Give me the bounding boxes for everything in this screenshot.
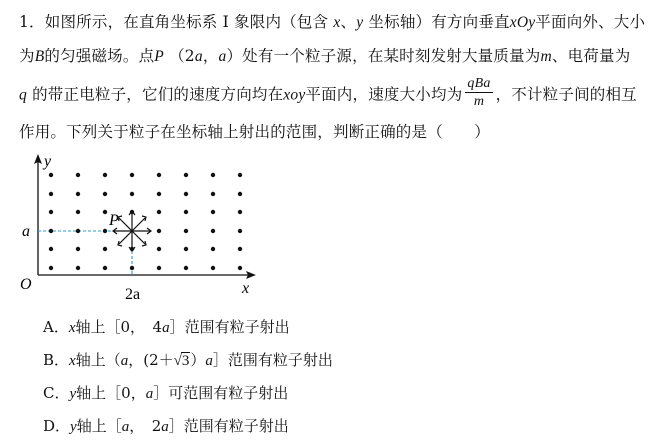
question-number: 1． [19, 13, 45, 31]
var-xoy: xoy [283, 86, 306, 104]
fraction-denominator: m [473, 94, 485, 109]
question-text: 作用。下列关于粒子在坐标轴上射出的范围，判断正确的是（ ） [19, 123, 491, 141]
option-text: 轴上（ [75, 351, 121, 369]
origin-label: O [20, 276, 32, 293]
option-letter: B． [43, 351, 70, 369]
question-line-2 [19, 44, 630, 66]
field-dot [184, 192, 188, 196]
question-text: 坐标轴）有方向垂直 [368, 13, 510, 31]
point-p-label: P [109, 212, 119, 229]
option-d[interactable] [43, 415, 289, 436]
field-dot [130, 192, 134, 196]
option-var: a [161, 419, 169, 435]
sqrt-value: 3 [181, 353, 190, 369]
field-dot [103, 210, 107, 214]
question-text: 、 [340, 13, 357, 31]
option-text: ］范围有粒子射出 [212, 351, 333, 369]
option-axis: x [69, 353, 76, 369]
option-var: a [121, 419, 130, 435]
field-dot [76, 173, 80, 177]
option-var: a [205, 353, 213, 369]
field-dot [211, 210, 215, 214]
field-dot [49, 210, 53, 214]
option-text: 轴上［0， 4 [75, 318, 163, 336]
field-dot [130, 266, 134, 270]
question-text: ）处有一个粒子源，在某时刻发射大量质量为 [226, 47, 541, 65]
option-var: a [162, 320, 170, 336]
field-dot [238, 247, 242, 251]
question-text: （2 [169, 47, 195, 65]
question-text: 、电荷量为 [551, 47, 631, 65]
var-q: q [19, 86, 27, 104]
field-dot [157, 210, 161, 214]
field-dot [103, 229, 107, 233]
question-text: 平面内，速度大小均为 [305, 85, 463, 104]
magnetic-field-dots [49, 173, 242, 270]
question-line-4 [19, 120, 490, 142]
field-dot [49, 229, 53, 233]
field-dot [211, 247, 215, 251]
field-dot [76, 266, 80, 270]
option-a[interactable] [43, 316, 290, 337]
option-letter: C． [43, 384, 70, 402]
field-dot [103, 192, 107, 196]
question-text: ，不计粒子间的相互 [495, 85, 637, 104]
option-text: ］范围有粒子射出 [168, 417, 289, 435]
field-dot [157, 229, 161, 233]
field-dot [184, 210, 188, 214]
option-text: ） [190, 351, 206, 369]
var-B: B [34, 48, 45, 65]
field-dot [103, 266, 107, 270]
question-line-1 [19, 10, 645, 32]
var-a: a [218, 48, 227, 65]
field-figure [12, 150, 292, 300]
var-m: m [540, 48, 552, 65]
option-text: 轴上［0， [76, 384, 146, 402]
field-dot [157, 173, 161, 177]
option-var: a [145, 386, 154, 402]
field-dot [76, 210, 80, 214]
option-axis: x [68, 320, 76, 336]
option-text: ，(2＋ [128, 351, 174, 369]
field-dot [211, 266, 215, 270]
field-dot [157, 192, 161, 196]
var-P: P [154, 48, 164, 65]
field-dot [184, 229, 188, 233]
two-a-label: 2a [125, 286, 141, 300]
option-text: ， 2 [129, 417, 162, 435]
field-dot [49, 247, 53, 251]
field-dot [157, 247, 161, 251]
field-dot [103, 247, 107, 251]
field-dot [76, 229, 80, 233]
x-axis-label: x [242, 280, 250, 297]
field-dot [184, 247, 188, 251]
field-dot [211, 229, 215, 233]
field-dot [211, 192, 215, 196]
question-text: ， [202, 47, 219, 65]
y-axis-label: y [44, 153, 52, 170]
field-dot [76, 247, 80, 251]
field-dot [130, 173, 134, 177]
field-dot [49, 192, 53, 196]
option-c[interactable] [43, 382, 288, 403]
field-dot [238, 266, 242, 270]
var-a: a [194, 48, 203, 65]
velocity-fraction [465, 75, 492, 110]
var-xoy: xOy [509, 14, 536, 31]
question-text: 平面向外、大小 [535, 13, 646, 31]
question-line-3 [19, 78, 637, 113]
var-x: x [333, 14, 341, 31]
field-dot [238, 229, 242, 233]
field-dot [184, 173, 188, 177]
option-letter: D． [43, 417, 71, 435]
option-axis: y [70, 419, 77, 435]
field-dot [238, 192, 242, 196]
option-axis: y [69, 386, 77, 402]
var-y: y [356, 14, 364, 31]
field-dot [211, 173, 215, 177]
option-var: a [120, 353, 129, 369]
field-dot [76, 192, 80, 196]
option-text: ］可范围有粒子射出 [153, 384, 289, 402]
field-dot [49, 173, 53, 177]
option-letter: A． [43, 318, 69, 336]
option-text: ］范围有粒子射出 [169, 318, 290, 336]
question-text: 如图所示，在直角坐标系 I 象限内（包含 [44, 13, 329, 31]
field-dot [238, 173, 242, 177]
field-dot [238, 210, 242, 214]
a-label: a [22, 223, 30, 240]
field-dot [157, 266, 161, 270]
question-text: 的带正电粒子，它们的速度方向均在 [32, 85, 284, 104]
question-text: 的匀强磁场。点 [44, 47, 155, 65]
field-dot [49, 266, 53, 270]
option-b[interactable]: B．x轴上（a，(2＋√3）a］范围有粒子射出 [43, 351, 333, 369]
option-text: 轴上［ [76, 417, 122, 435]
field-dot [103, 173, 107, 177]
fraction-numerator: qBa [467, 76, 491, 91]
question-text: 为 [19, 47, 35, 65]
field-dot [184, 266, 188, 270]
